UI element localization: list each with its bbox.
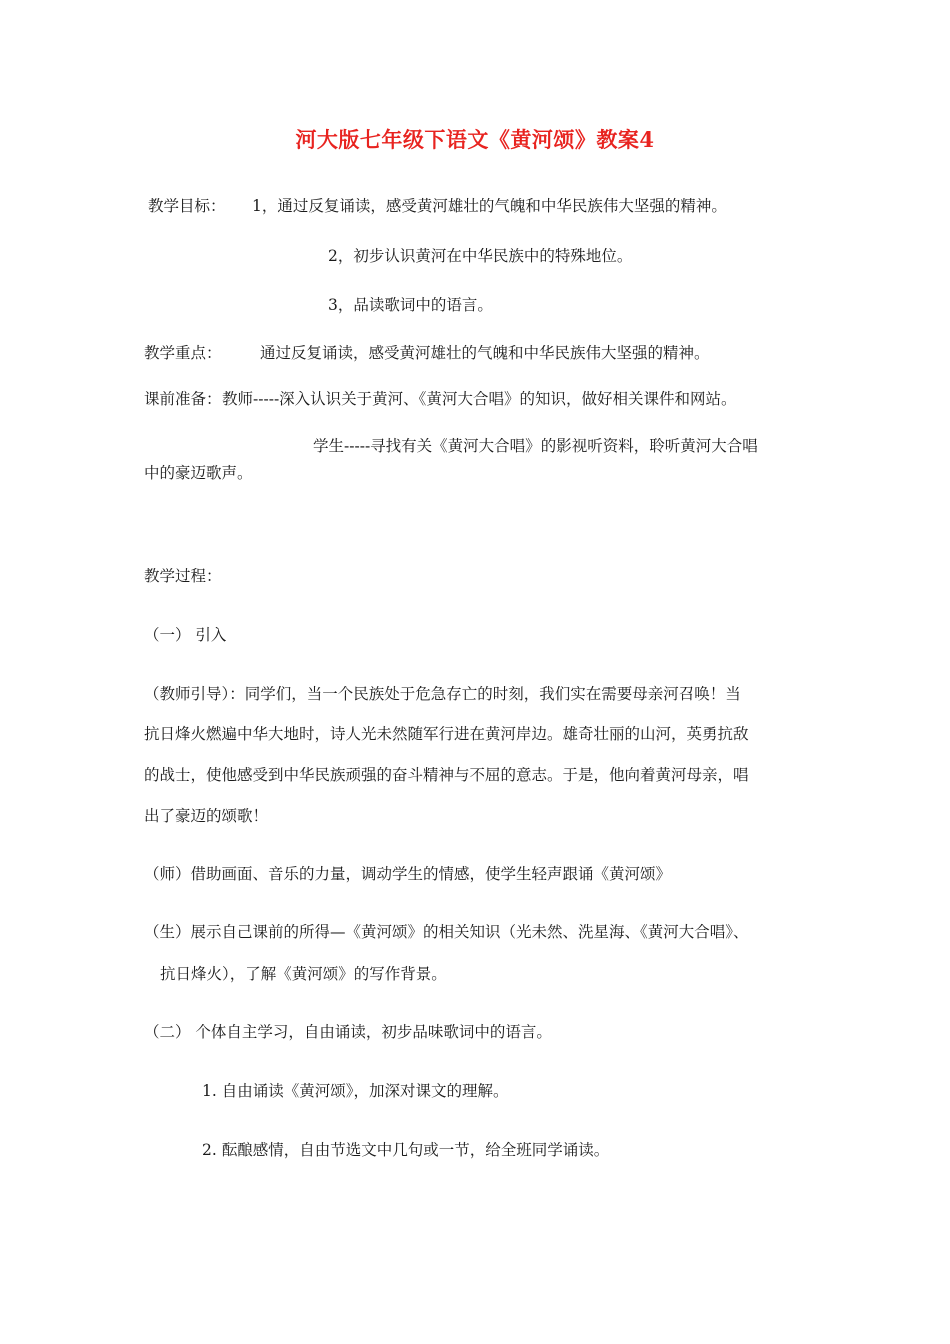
guide-line-4: 出了豪迈的颂歌！ <box>144 807 269 825</box>
preparation-label: 课前准备： <box>144 390 222 408</box>
preparation-student-line2: 中的豪迈歌声。 <box>144 464 253 482</box>
document-title: 河大版七年级下语文《黄河颂》教案4 <box>295 127 655 152</box>
key-points-text: 通过反复诵读，感受黄河雄壮的气魄和中华民族伟大坚强的精神。 <box>260 344 710 362</box>
objective-item-3: 3，品读歌词中的语言。 <box>328 296 493 314</box>
section2-heading: （二） 个体自主学习，自由诵读，初步品味歌词中的语言。 <box>144 1023 552 1041</box>
section2-item-2: 2. 酝酿感情，自由节选文中几句或一节，给全班同学诵读。 <box>202 1141 610 1159</box>
section1-student-line1: （生）展示自己课前的所得—《黄河颂》的相关知识（光未然、洗星海、《黄河大合唱》、 <box>144 923 749 941</box>
objective-item-1: 1，通过反复诵读，感受黄河雄壮的气魄和中华民族伟大坚强的精神。 <box>252 197 727 215</box>
section1-student-line2: 抗日烽火），了解《黄河颂》的写作背景。 <box>160 965 447 983</box>
preparation-teacher: 教师-----深入认识关于黄河、《黄河大合唱》的知识，做好相关课件和网站。 <box>222 390 737 408</box>
objectives-label: 教学目标： <box>148 197 226 215</box>
process-label: 教学过程： <box>144 567 222 585</box>
objective-item-2: 2，初步认识黄河在中华民族中的特殊地位。 <box>328 247 633 265</box>
section1-teacher: （师）借助画面、音乐的力量，调动学生的情感，使学生轻声跟诵《黄河颂》 <box>144 865 672 883</box>
guide-line-1: （教师引导）：同学们，当一个民族处于危急存亡的时刻，我们实在需要母亲河召唤！当 <box>144 685 741 703</box>
section2-item-1: 1. 自由诵读《黄河颂》，加深对课文的理解。 <box>202 1082 509 1100</box>
key-points-label: 教学重点： <box>144 344 222 362</box>
guide-line-3: 的战士，使他感受到中华民族顽强的奋斗精神与不屈的意志。于是，他向着黄河母亲，唱 <box>144 766 749 784</box>
preparation-student-line1: 学生-----寻找有关《黄河大合唱》的影视听资料，聆听黄河大合唱 <box>313 437 758 455</box>
guide-line-2: 抗日烽火燃遍中华大地时，诗人光未然随军行进在黄河岸边。雄奇壮丽的山河，英勇抗敌 <box>144 725 749 743</box>
section1-heading: （一） 引入 <box>144 626 227 644</box>
